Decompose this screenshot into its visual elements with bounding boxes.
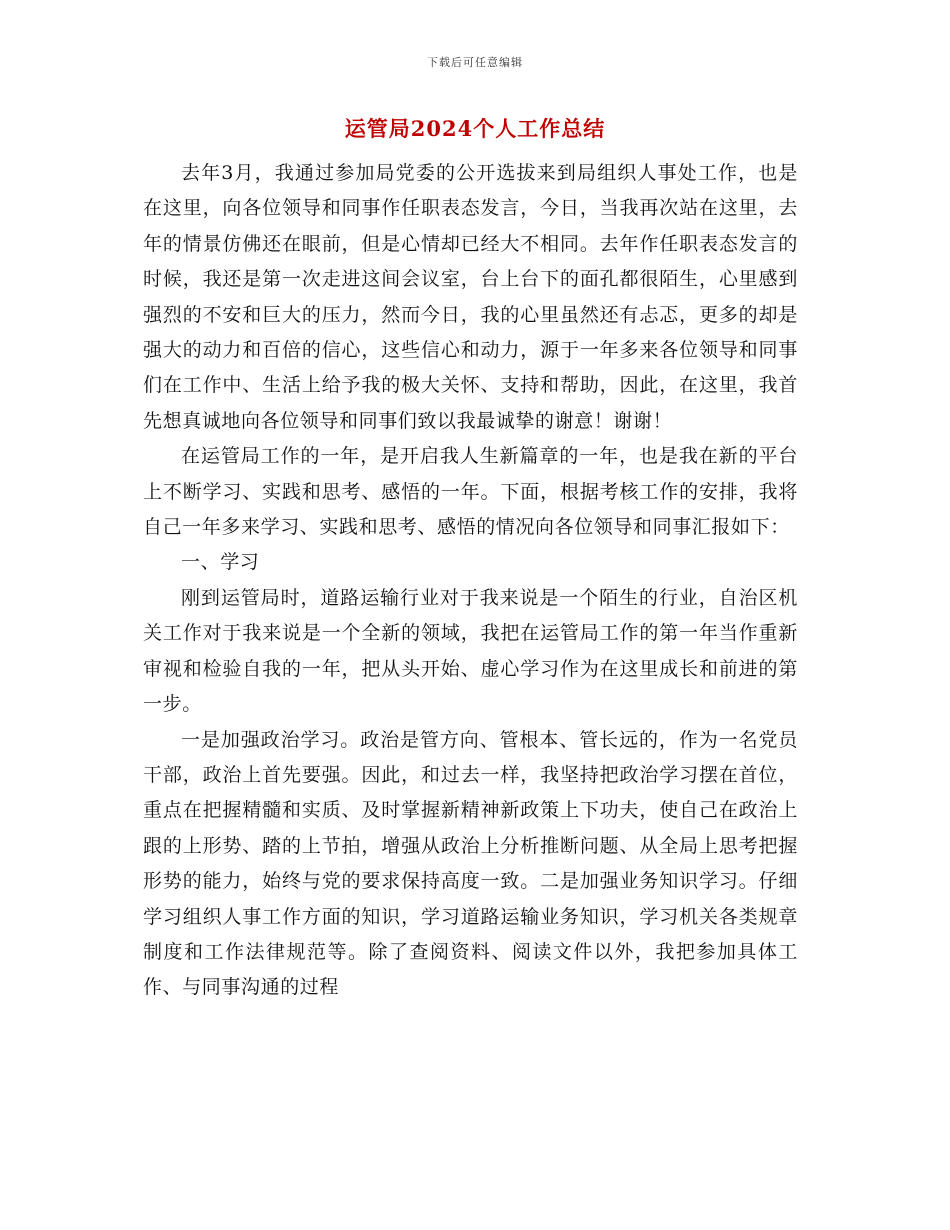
section-heading-study: 一、学习 — [181, 551, 260, 574]
document-body — [143, 156, 798, 1006]
paragraph-intro: 去年3月，我通过参加局党委的公开选拔来到局组织人事处工作，也是在这里，向各位领导和同事作任职表态发言，今日，当我再次站在这里，去年的情景仿佛还在眼前，但是心情却已经大不相同。去年作任职表态发言的时候，我还是第一次走进这间会议室，台上台下的面孔都很陌生，心里感到强烈的不安和巨大的压力，然而今日，我的心里虽然还有忐忑，更多的却是强大的动力和百倍的信心，这些信心和动力，源于一年多来各位领导和同事们在工作中、生活上给予我的极大关怀、支持和帮助，因此，在这里，我首先想真诚地向各位领导和同事们致以我最诚挚的谢意！谢谢！ — [143, 162, 798, 432]
paragraph-overview: 在运管局工作的一年，是开启我人生新篇章的一年，也是我在新的平台上不断学习、实践和思考、感悟的一年。下面，根据考核工作的安排，我将自己一年多来学习、实践和思考、感悟的情况向各位领导和同事汇报如下： — [143, 445, 798, 539]
document-title: 运管局2024个人工作总结 — [344, 116, 606, 141]
paragraph-study-details: 一是加强政治学习。政治是管方向、管根本、管长远的，作为一名党员干部，政治上首先要强。因此，和过去一样，我坚持把政治学习摆在首位，重点在把握精髓和实质、及时掌握新精神新政策上下功夫，使自己在政治上跟的上形势、踏的上节拍，增强从政治上分析推断问题、从全局上思考把握形势的能力，始终与党的要求保持高度一致。二是加强业务知识学习。仔细学习组织人事工作方面的知识，学习道路运输业务知识，学习机关各类规章制度和工作法律规范等。除了查阅资料、阅读文件以外，我把参加具体工作、与同事沟通的过程 — [143, 728, 798, 999]
paragraph-study-intro: 刚到运管局时，道路运输行业对于我来说是一个陌生的行业，自治区机关工作对于我来说是一个全新的领域，我把在运管局工作的第一年当作重新审视和检验自我的一年，把从头开始、虚心学习作为在这里成长和前进的第一步。 — [143, 586, 798, 716]
header-note: 下载后可任意编辑 — [427, 56, 523, 69]
